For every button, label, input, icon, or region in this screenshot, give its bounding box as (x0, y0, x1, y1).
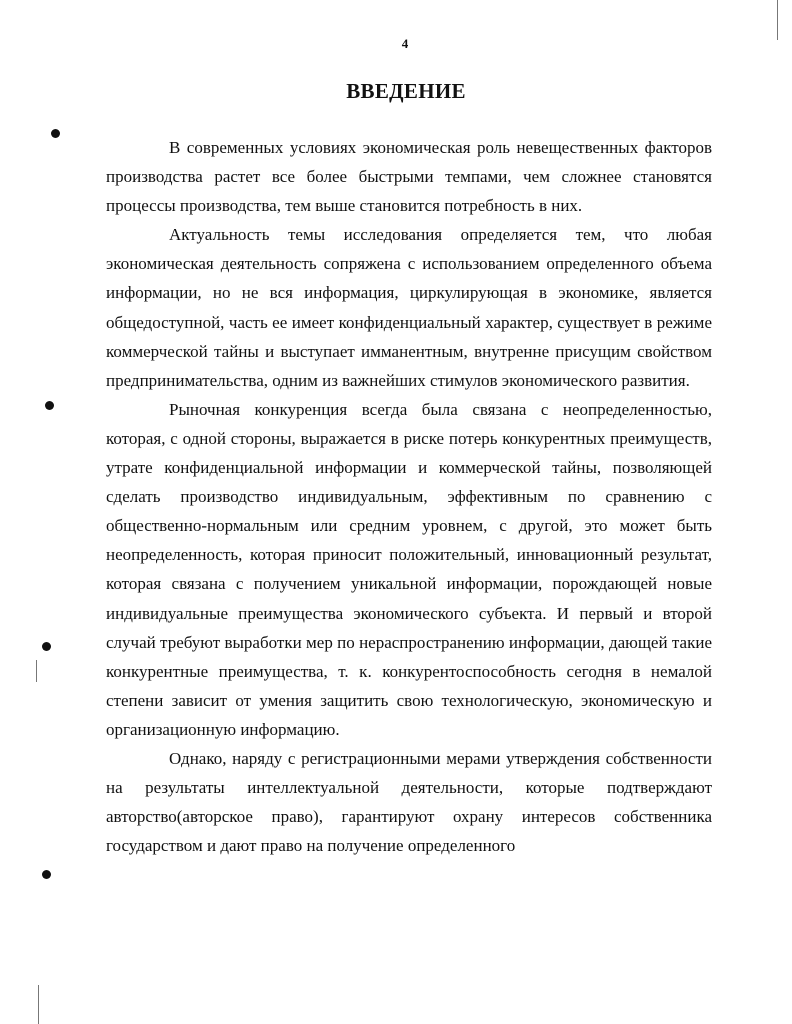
page-number: 4 (401, 36, 409, 51)
scan-edge-mark (777, 0, 778, 40)
binding-hole-mark (42, 642, 51, 651)
binding-hole-mark (42, 870, 51, 879)
paragraph-1: В современных условиях экономическая роль невещественных факторов производства растет все более быстрыми темпами, чем сложнее становятся процессы производства, тем выше становится потребность в них. (106, 138, 712, 216)
paragraph-2: Актуальность темы исследования определяется тем, что любая экономическая деятельность сопряжена с использованием определенного объема информации, но не вся информация, циркулирующая в экономике, является общедоступной, часть ее имеет конфиденциальный характер, существует в режиме коммерческой тайны и выступает имманентным, внутренне присущим свойством предпринимательства, одним из важнейших стимулов экономического развития. (106, 225, 712, 390)
scan-edge-mark (36, 660, 37, 682)
document-body (106, 133, 712, 860)
binding-hole-mark (51, 129, 60, 138)
paragraph-4: Однако, наряду с регистрационными мерами утверждения собственности на результаты интеллектуальной деятельности, которые подтверждают авторство(авторское право), гарантируют охрану интересов собственника государством и дают право на получение определенного (106, 748, 712, 856)
paragraph-3: Рыночная конкуренция всегда была связана с неопределенностью, которая, с одной стороны, выражается в риске потерь конкурентных преимуществ, утрате конфиденциальной информации и коммерческой тайны, позволяющей сделать производство индивидуальным, эффективным по сравнению с общественно-нормальным или средним уровнем, с другой, это может быть неопределенность, которая приносит положительный, инновационный результат, которая связана с получением уникальной информации, порождающей новые индивидуальные преимущества экономического субъекта. И первый и второй случай требуют выработки мер по нераспространению информации, дающей такие конкурентные преимущества, т. к. конкурентоспособность сегодня в немалой степени зависит от умения защитить свою технологическую, экономическую и организационную информацию. (106, 399, 712, 739)
scan-edge-mark (38, 985, 39, 1024)
binding-hole-mark (45, 401, 54, 410)
page-title: ВВЕДЕНИЕ (346, 79, 466, 103)
